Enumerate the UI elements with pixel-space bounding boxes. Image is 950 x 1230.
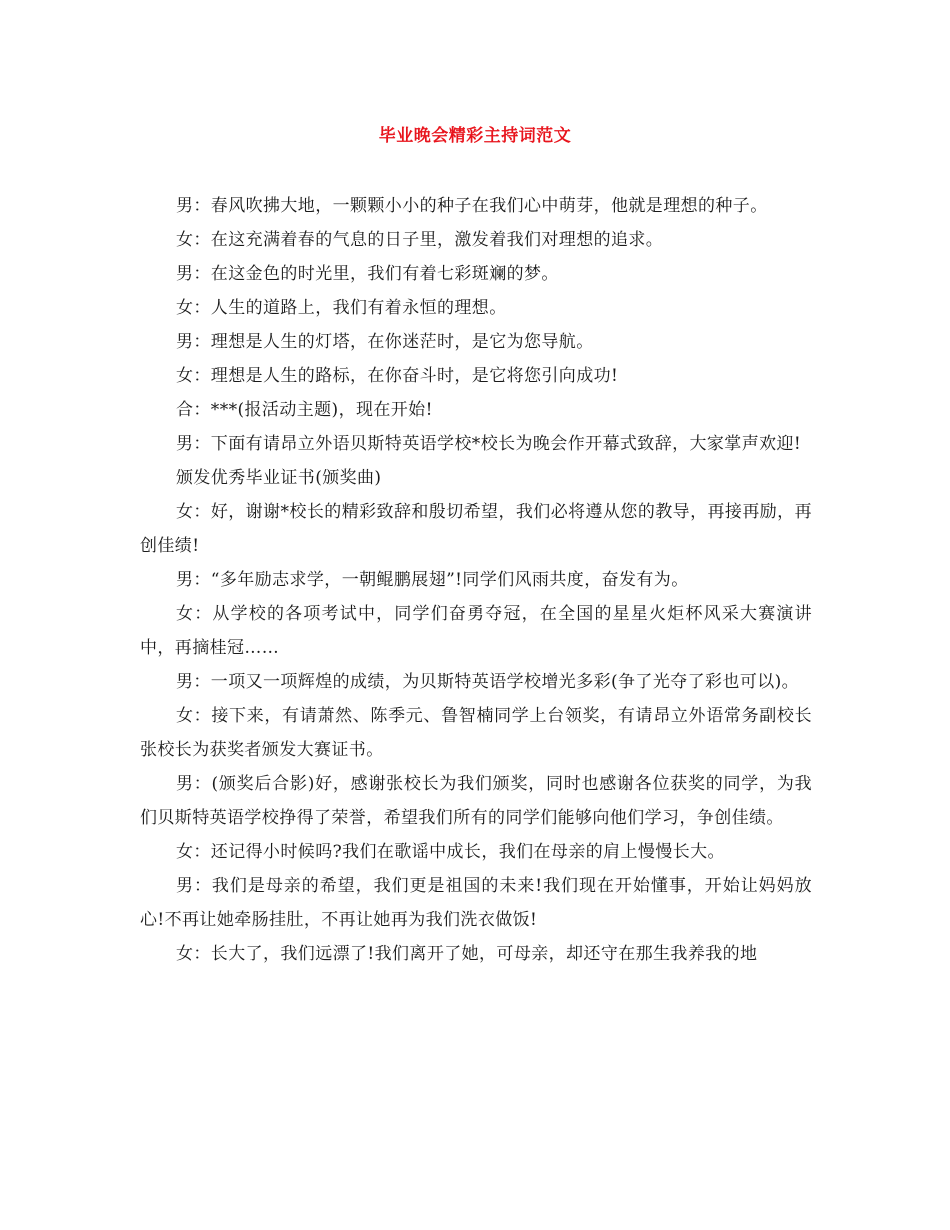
paragraph: 男：在这金色的时光里，我们有着七彩斑斓的梦。 [176, 264, 559, 284]
document-body [140, 189, 812, 971]
paragraph: 女：理想是人生的路标，在你奋斗时，是它将您引向成功! [176, 366, 619, 386]
paragraph: 合：***(报活动主题)，现在开始! [176, 400, 433, 420]
paragraph: 男：春风吹拂大地，一颗颗小小的种子在我们心中萌芽，他就是理想的种子。 [176, 196, 768, 216]
paragraph: 男：理想是人生的灯塔，在你迷茫时，是它为您导航。 [176, 332, 594, 352]
paragraph: 女：长大了，我们远漂了!我们离开了她，可母亲，却还守在那生我养我的地 [176, 944, 758, 964]
paragraph: 女：在这充满着春的气息的日子里，激发着我们对理想的追求。 [176, 230, 664, 250]
paragraph: 女：接下来，有请萧然、陈季元、鲁智楠同学上台领奖，有请昂立外语常务副校长张校长为获奖者颁发大赛证书。 [140, 706, 812, 760]
paragraph: 颁发优秀毕业证书(颁奖曲) [176, 468, 382, 488]
paragraph: 男：(颁奖后合影)好，感谢张校长为我们颁奖，同时也感谢各位获奖的同学，为我们贝斯特英语学校挣得了荣誉，希望我们所有的同学们能够向他们学习，争创佳绩。 [140, 774, 812, 828]
paragraph: 男：我们是母亲的希望，我们更是祖国的未来!我们现在开始懂事，开始让妈妈放心!不再让她牵肠挂肚，不再让她再为我们洗衣做饭! [140, 876, 812, 930]
paragraph: 女：还记得小时候吗?我们在歌谣中成长，我们在母亲的肩上慢慢长大。 [176, 842, 725, 862]
paragraph: 男：下面有请昂立外语贝斯特英语学校*校长为晚会作开幕式致辞，大家掌声欢迎! [176, 434, 802, 454]
paragraph: 女：好，谢谢*校长的精彩致辞和殷切希望，我们必将遵从您的教导，再接再励，再创佳绩! [140, 502, 812, 556]
paragraph: 男：一项又一项辉煌的成绩，为贝斯特英语学校增光多彩(争了光夺了彩也可以)。 [176, 672, 800, 692]
paragraph: 女：从学校的各项考试中，同学们奋勇夺冠，在全国的星星火炬杯风采大赛演讲中，再摘桂冠…… [140, 604, 812, 658]
document-title: 毕业晚会精彩主持词范文 [378, 126, 572, 146]
paragraph: 男：“多年励志求学，一朝鲲鹏展翅”!同学们风雨共度，奋发有为。 [176, 570, 689, 590]
paragraph: 女：人生的道路上，我们有着永恒的理想。 [176, 298, 507, 318]
